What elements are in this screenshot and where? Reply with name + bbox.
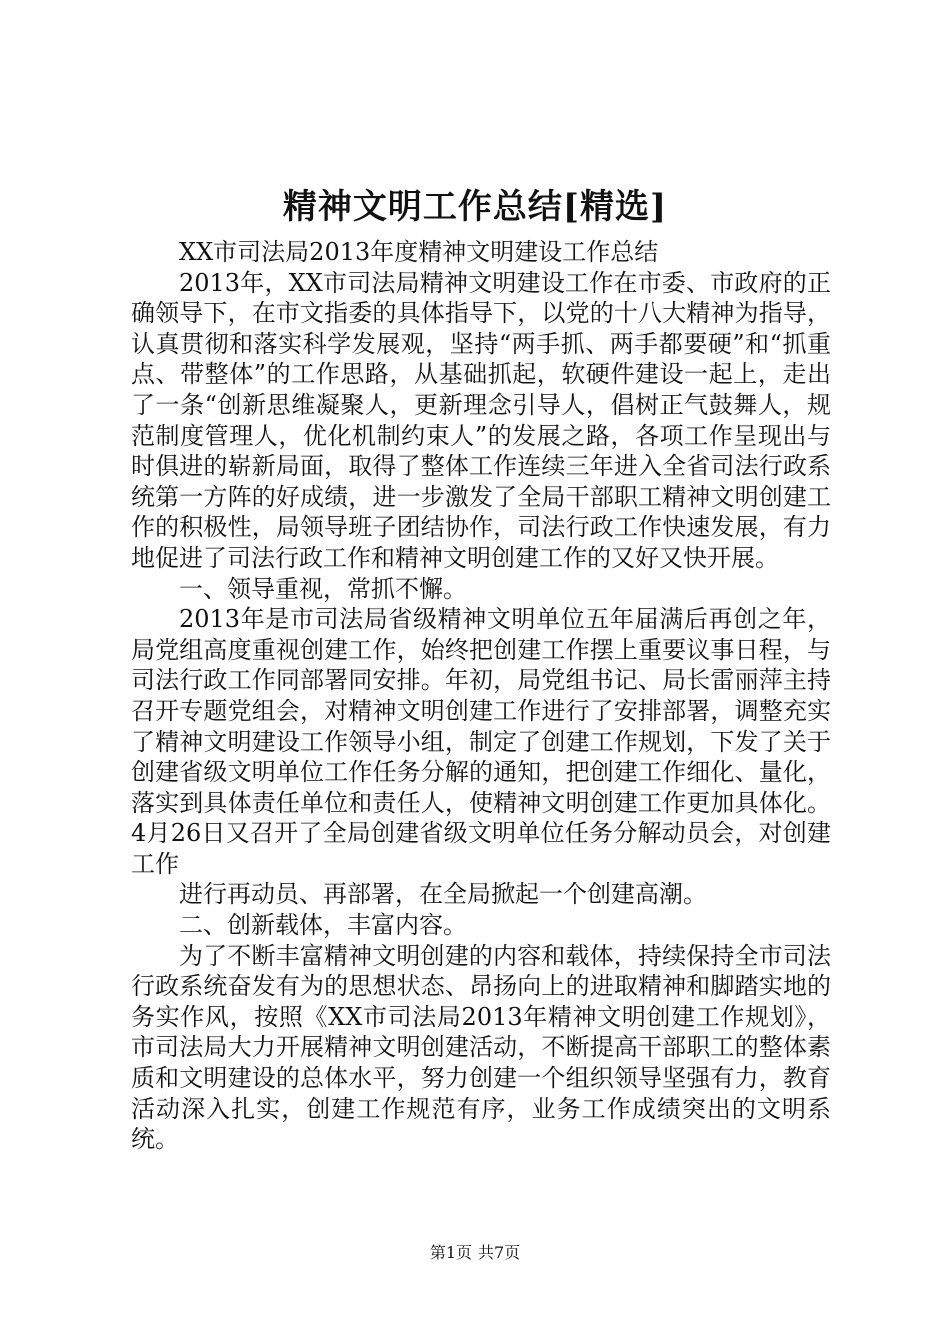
page-footer xyxy=(0,1242,950,1264)
page-number: 第1页 xyxy=(429,1243,472,1262)
body-paragraph: 2013年是市司法局省级精神文明单位五年届满后再创之年，局党组高度重视创建工作，始终把创建工作摆上重要议事日程，与司法行政工作同部署同安排。年初，局党组书记、局长雷丽萍主持召开专题党组会，对精神文明创建工作进行了安排部署，调整充实了精神文明建设工作领导小组，制定了创建工作规划，下发了关于创建省级文明单位工作任务分解的通知，把创建工作细化、量化，落实到具体责任单位和责任人，使精神文明创建工作更加具体化。4月26日又召开了全局创建省级文明单位任务分解动员会，对创建工作 xyxy=(131,605,831,878)
section-heading: 一、领导重视，常抓不懈。 xyxy=(179,574,467,603)
body-paragraph: 为了不断丰富精神文明创建的内容和载体，持续保持全市司法行政系统奋发有为的思想状态、昂扬向上的进取精神和脚踏实地的务实作风，按照《XX市司法局2013年精神文明创建工作规划》，市司法局大力开展精神文明创建活动，不断提高干部职工的整体素质和文明建设的总体水平，努力创建一个组织领导坚强有力，教育活动深入扎实，创建工作规范有序，业务工作成绩突出的文明系统。 xyxy=(131,941,831,1154)
document-subtitle: XX市司法局2013年度精神文明建设工作总结 xyxy=(179,238,659,266)
document-title: 精神文明工作总结[精选] xyxy=(282,187,668,227)
page-total: 共7页 xyxy=(478,1243,521,1262)
section-heading: 二、创新载体，丰富内容。 xyxy=(179,911,467,940)
document-body xyxy=(131,237,831,1155)
body-paragraph: 2013年，XX市司法局精神文明建设工作在市委、市政府的正确领导下，在市文指委的具体指导下，以党的十八大精神为指导，认真贯彻和落实科学发展观，坚持“两手抓、两手都要硬”和“抓重点、带整体”的工作思路，从基础抓起，软硬件建设一起上，走出了一条“创新思维凝聚人，更新理念引导人，倡树正气鼓舞人，规范制度管理人，优化机制约束人”的发展之路，各项工作呈现出与时俱进的崭新局面，取得了整体工作连续三年进入全省司法行政系统第一方阵的好成绩，进一步激发了全局干部职工精神文明创建工作的积极性，局领导班子团结协作，司法行政工作快速发展，有力地促进了司法行政工作和精神文明创建工作的又好又快开展。 xyxy=(131,268,831,572)
body-paragraph: 进行再动员、再部署，在全局掀起一个创建高潮。 xyxy=(179,880,707,909)
